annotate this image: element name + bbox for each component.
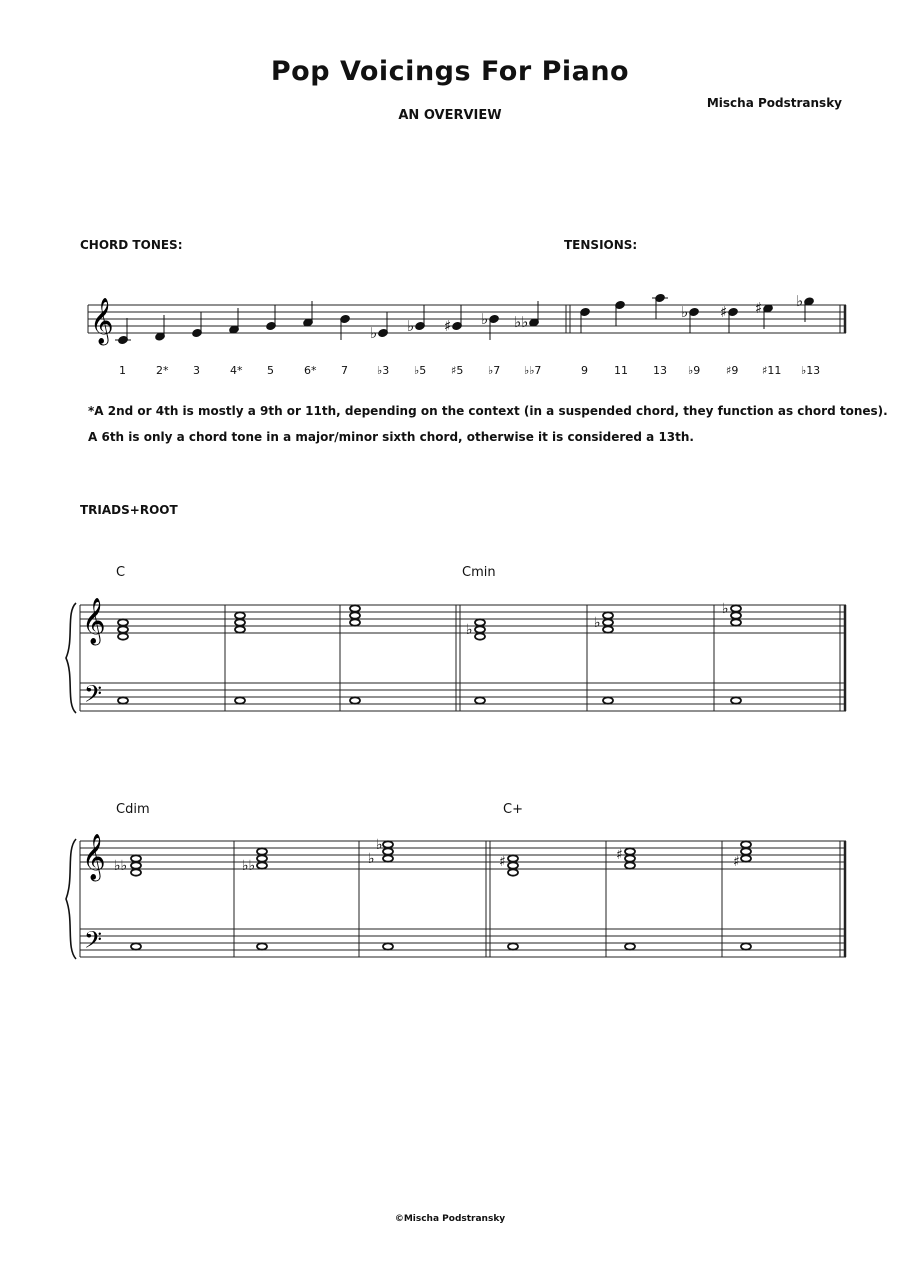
svg-text:♯: ♯	[755, 299, 763, 317]
svg-text:♭: ♭	[594, 615, 601, 631]
top-staff-accidentals	[370, 292, 803, 342]
treble-clef-icon: 𝄞	[90, 298, 114, 344]
bass-clef-icon: 𝄢	[84, 926, 103, 959]
chord-tones-label: CHORD TONES:	[80, 238, 183, 252]
composer-name: Mischa Podstransky	[706, 96, 842, 110]
svg-text:♭♭: ♭♭	[514, 313, 529, 331]
footer-copyright: ©Mischa Podstransky	[394, 1214, 506, 1224]
degree-label: 1	[119, 364, 126, 377]
page-subtitle: AN OVERVIEW	[398, 108, 502, 123]
degree-label: 6*	[304, 364, 317, 377]
footnote-line-1: *A 2nd or 4th is mostly a 9th or 11th, depending on the context (in a suspended chord, they function as chord tones).	[88, 404, 888, 418]
degree-label: 11	[614, 364, 628, 377]
svg-text:♯: ♯	[616, 847, 623, 863]
treble-clef-icon: 𝄞	[82, 598, 106, 644]
degree-label: ♭3	[377, 364, 390, 377]
triads-label: TRIADS+ROOT	[80, 503, 178, 517]
svg-text:♭♭: ♭♭	[242, 858, 256, 874]
degree-label: ♭13	[801, 364, 821, 377]
svg-text:♯: ♯	[444, 317, 452, 335]
degree-label: ♯5	[451, 364, 464, 377]
page-title: Pop Voicings For Piano	[270, 56, 630, 87]
degree-label: ♭7	[488, 364, 501, 377]
svg-text:♯: ♯	[733, 854, 740, 870]
degree-label: 2*	[156, 364, 169, 377]
svg-text:♭: ♭	[407, 317, 415, 335]
degree-label: ♭5	[414, 364, 427, 377]
chord-name-c: C	[116, 565, 126, 580]
svg-text:♯: ♯	[499, 854, 506, 870]
chord-notes	[131, 841, 751, 949]
tensions-label: TENSIONS:	[564, 238, 638, 252]
degree-label: 4*	[230, 364, 243, 377]
chord-name-cdim: Cdim	[116, 802, 150, 817]
degree-label: 9	[581, 364, 588, 377]
svg-text:♭: ♭	[481, 310, 489, 328]
degree-label: ♯9	[726, 364, 739, 377]
degree-label: 5	[267, 364, 274, 377]
svg-text:♭: ♭	[368, 851, 375, 867]
svg-text:♭: ♭	[722, 601, 729, 617]
chord-name-cmin: Cmin	[462, 565, 496, 580]
degree-label: ♯11	[762, 364, 782, 377]
svg-text:♯: ♯	[720, 303, 728, 321]
chord-name-caug: C+	[503, 802, 523, 817]
treble-clef-icon: 𝄞	[82, 834, 106, 880]
svg-text:♭: ♭	[376, 837, 383, 853]
svg-text:♭♭: ♭♭	[114, 858, 128, 874]
grand-staff-2	[66, 834, 846, 959]
degree-label: 13	[653, 364, 667, 377]
degree-label: 3	[193, 364, 200, 377]
degree-label: ♭9	[688, 364, 701, 377]
bass-clef-icon: 𝄢	[84, 680, 103, 713]
svg-text:♭: ♭	[796, 292, 804, 310]
degree-label: ♭♭7	[524, 364, 542, 377]
svg-text:♭: ♭	[681, 303, 689, 321]
footnote-line-2: A 6th is only a chord tone in a major/minor sixth chord, otherwise it is considered a 13th.	[88, 430, 694, 444]
svg-text:♭: ♭	[370, 324, 378, 342]
grand-staff-1	[66, 598, 846, 713]
chord-notes	[118, 605, 741, 703]
svg-text:♭: ♭	[466, 622, 473, 638]
degree-label: 7	[341, 364, 348, 377]
